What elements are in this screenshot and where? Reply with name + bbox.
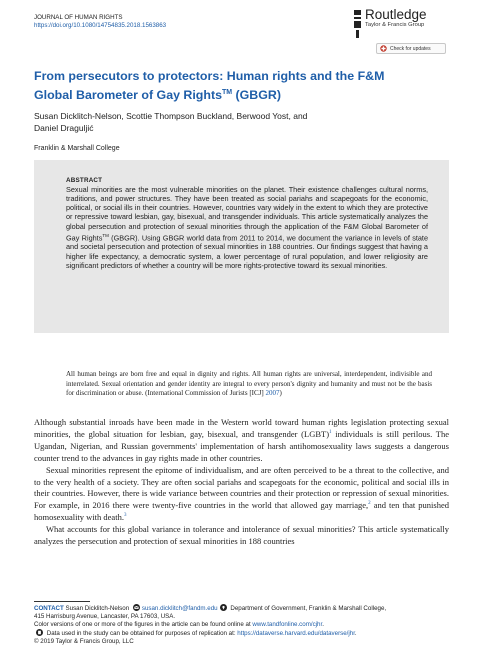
email-icon [133, 604, 140, 611]
body-text [34, 417, 449, 548]
journal-header [34, 14, 166, 31]
address-line: 415 Harrisburg Avenue, Lancaster, PA 17603, USA. [34, 613, 176, 620]
footnote-ref[interactable]: 3 [123, 513, 127, 519]
trademark-mark: TM [221, 88, 233, 96]
title-line-1: From persecutors to protectors: Human rights and the F&M [34, 69, 385, 83]
footnote-ref[interactable]: 2 [368, 501, 371, 507]
publisher-subtitle: Taylor & Francis Group [365, 22, 425, 28]
doi-link[interactable]: https://doi.org/10.1080/14754835.2018.1563863 [34, 22, 167, 30]
abstract-heading: ABSTRACT [66, 177, 103, 184]
contact-label: CONTACT [34, 605, 64, 612]
author-list [34, 111, 444, 134]
check-for-updates-button[interactable] [376, 43, 446, 54]
publisher-name: Routledge [365, 7, 427, 22]
citation-link[interactable]: 2007 [265, 389, 280, 397]
data-note: Data used in the study can be obtained for purposes of replication at: https://dataverse.harvard.edu/dataverse/jhr. [34, 629, 454, 638]
abstract-text: Sexual minorities are the most vulnerable minorities on the planet. Their existence challenges cultural norms, traditions, and power structures. They have been treated as social pariahs and scapegoats for the economic, political, or social ills in their countries. However, countries vary widely in the extent to which they are protective or repressive toward lesbian, gay, bisexual, and transgender individuals. This article systematically analyzes the global persecution and protection of sexual minorities through the application of the F&M Global Barometer of Gay Rights™ (GBGR). Using GBGR world data from 2011 to 2014, we document the variance in levels of state and societal persecution and protection of sexual minorities in 188 countries. Our findings suggest that having a higher life expectancy, a democratic system, a lower percentage of rural population, and lower religiosity are significant predictors of whether a country will be more rights-protective toward its sexual minorities. [66, 185, 429, 270]
location-icon [220, 604, 227, 611]
routledge-logo-icon [353, 9, 362, 39]
contact-line: CONTACT Susan Dicklitch-Nelson susan.dicklitch@fandm.edu Department of Government, Franklin & Marshall College, [34, 605, 387, 612]
crossmark-icon [380, 45, 387, 52]
email-link[interactable]: susan.dicklitch@fandm.edu [141, 605, 218, 612]
paper-title [34, 69, 454, 103]
paragraph: What accounts for this global variance in tolerance and intolerance of sexual minorities? This article systematically analyzes the persecution and protection of sexual minorities in 188 countries [34, 524, 449, 547]
copyright: © 2019 Taylor & Francis Group, LLC [34, 638, 134, 645]
color-note: Color versions of one or more of the figures in the article can be found online at www.tandfonline.com/cjhr. [34, 621, 324, 628]
journal-name: JOURNAL OF HUMAN RIGHTS [34, 14, 123, 21]
paragraph: Sexual minorities represent the epitome of individualism, and are often perceived to be a threat to the collective, and to the very health of a society. They are often social pariahs and scapegoats for the economic, political and social ills in their countries. However, there is wide variance between countries and their protection or repression of sexual minorities. For example, in 2016 there were twenty-five countries in the world that allowed gay marriage,$^2$ and ten that punished homosexuality with death.$^3$ [34, 464, 449, 523]
title-line-2: Global Barometer of Gay Rights™ (GBGR) [34, 87, 281, 102]
footer-notes [34, 604, 454, 646]
authors-line-1: Susan Dicklitch-Nelson, Scottie Thompson Buckland, Berwood Yost, and [34, 111, 308, 121]
paragraph: Although substantial inroads have been made in the Western world toward human rights legislation protecting sexual minorities, the global situation for lesbian, gay, bisexual, and transgender (LGBT)$^1$ individuals is still perilous. The Ugandan, Nigerian, and Russian governments' implementation of harsh antihomosexuality laws suggests a dangerous counter trend to the advances in gay rights made in other countries. [34, 417, 449, 463]
affiliation: Franklin & Marshall College [34, 145, 120, 152]
trademark-mark: TM [102, 232, 109, 238]
publisher-logo[interactable] [353, 8, 427, 39]
data-icon [36, 629, 43, 636]
footnote-ref[interactable]: 1 [329, 430, 332, 436]
footer-divider [34, 601, 90, 602]
check-updates-label: Check for updates [390, 45, 431, 52]
authors-line-2: Daniel Draguljić [34, 122, 94, 133]
epigraph-quote: All human beings are born free and equal in dignity and rights. All human rights are universal, interdependent, indivisible and interrelated. Sexual orientation and gender identity are integral to every person's dignity and humanity and must not be the basis for discrimination or abuse. (International Commission of Jurists [ICJ] 2007) [66, 370, 432, 397]
journal-url-link[interactable]: www.tandfonline.com/cjhr [252, 621, 323, 628]
dataverse-link[interactable]: https://dataverse.harvard.edu/dataverse/jhr [237, 630, 355, 637]
